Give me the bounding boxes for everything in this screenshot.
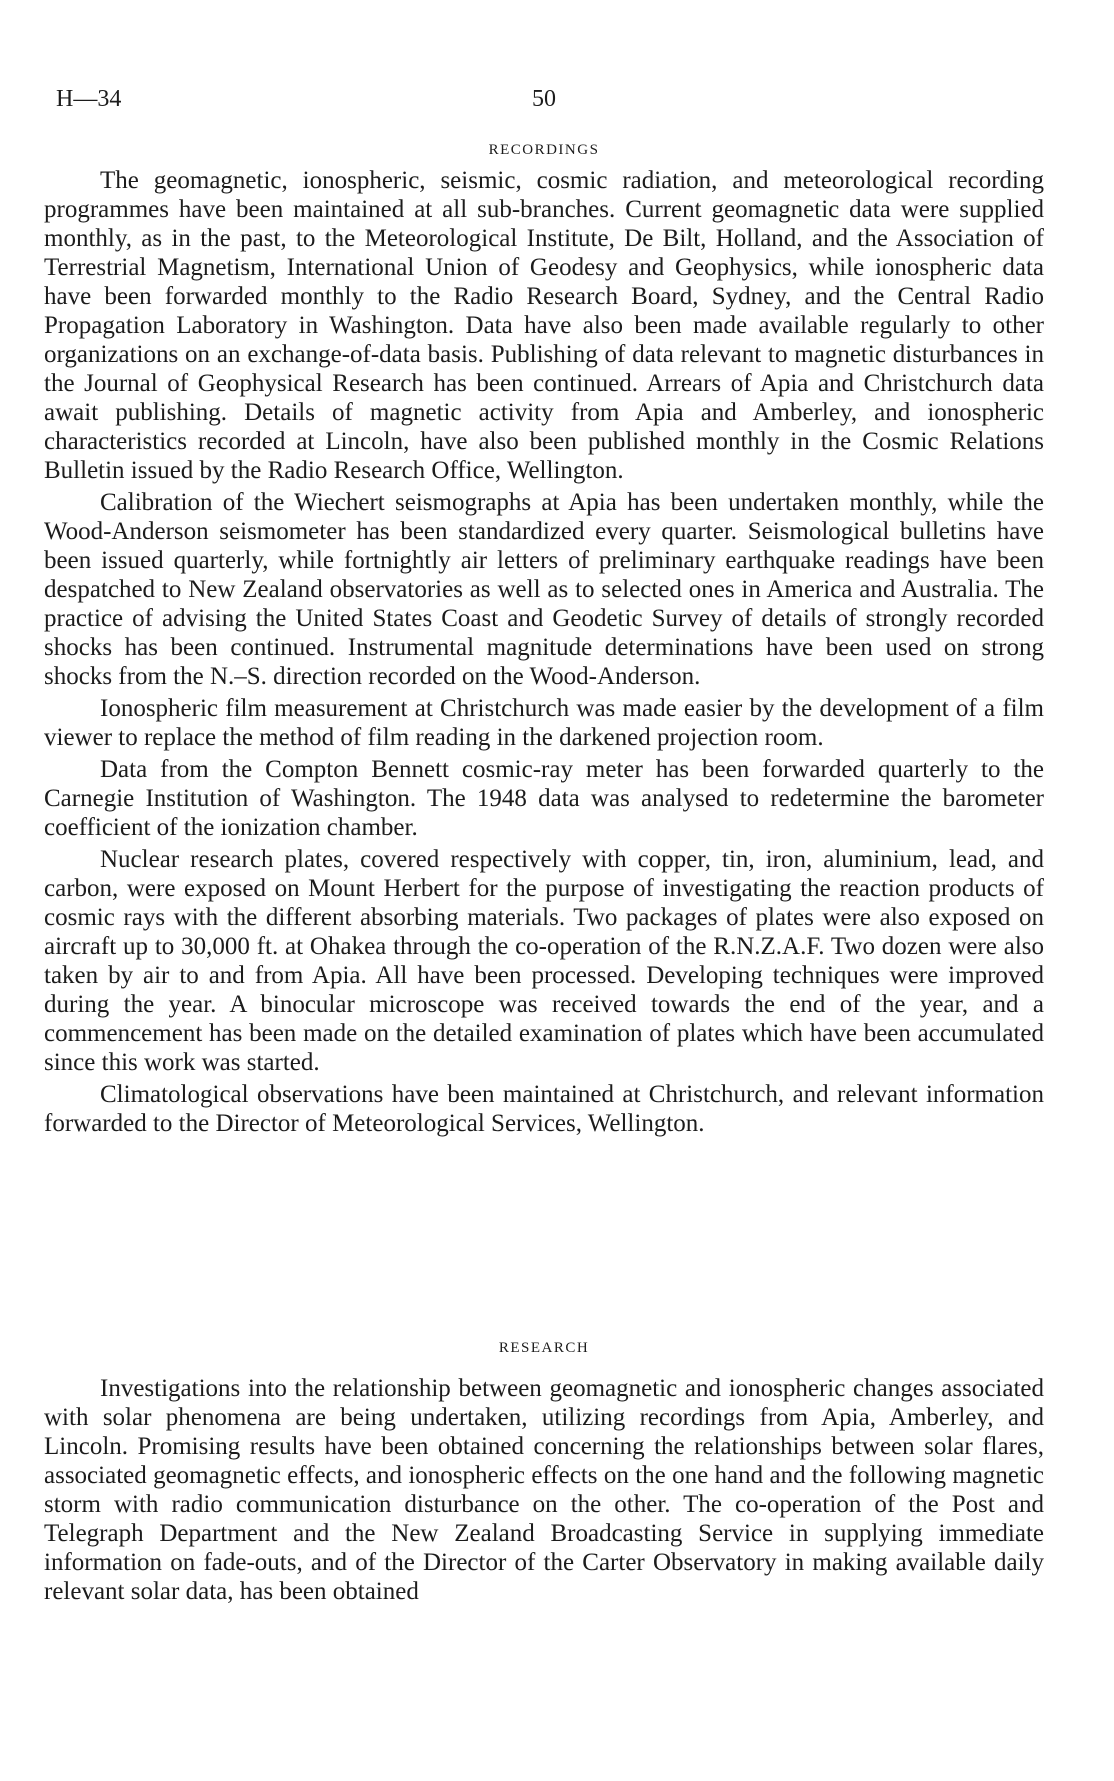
recordings-section xyxy=(44,166,1044,1138)
document-reference: H—34 xyxy=(56,86,122,112)
recordings-paragraph-6: Climatological observations have been maintained at Christchurch, and relevant information forwarded to the Director of Meteorological Services, Wellington. xyxy=(44,1081,1044,1137)
research-paragraph-1: Investigations into the relationship between geomagnetic and ionospheric changes associated with solar phenomena are being undertaken, utilizing recordings from Apia, Amberley, and Lincoln. Promising results have been obtained concerning the relationships between solar flares, associated geomagnetic effects, and ionospheric effects on the one hand and the following magnetic storm with radio communication disturbance on the other. The co-operation of the Post and Telegraph Department and the New Zealand Broadcasting Service in supplying immediate information on fade-outs, and of the Director of the Carter Observatory in making available daily relevant solar data, has been obtained xyxy=(44,1375,1044,1605)
recordings-heading: RECORDINGS xyxy=(488,142,600,158)
research-heading: RESEARCH xyxy=(498,1340,590,1356)
recordings-paragraph-2: Calibration of the Wiechert seismographs at Apia has been undertaken monthly, while the Wood-Anderson seismometer has been standardized every quarter. Seismological bulletins have been issued quarterly, while fortnightly air letters of preliminary earthquake readings have been despatched to New Zealand observatories as well as to selected ones in America and Australia. The practice of advising the United States Coast and Geodetic Survey of details of strongly recorded shocks has been continued. Instrumental magnitude determinations have been used on strong shocks from the N.–S. direction recorded on the Wood-Anderson. xyxy=(44,489,1044,690)
running-head xyxy=(56,86,1036,116)
recordings-paragraph-1: The geomagnetic, ionospheric, seismic, cosmic radiation, and meteorological recording programmes have been maintained at all sub-branches. Current geomagnetic data were supplied monthly, as in the past, to the Meteorological Institute, De Bilt, Holland, and the Association of Terrestrial Magnetism, International Union of Geodesy and Geophysics, while ionospheric data have been forwarded monthly to the Radio Research Board, Sydney, and the Central Radio Propagation Laboratory in Washington. Data have also been made available regularly to other organizations on an exchange-of-data basis. Publishing of data relevant to magnetic disturbances in the Journal of Geophysical Research has been continued. Arrears of Apia and Christchurch data await publishing. Details of magnetic activity from Apia and Amberley, and ionospheric characteristics recorded at Lincoln, have also been published monthly in the Cosmic Relations Bulletin issued by the Radio Research Office, Wellington. xyxy=(44,167,1044,484)
recordings-paragraph-3: Ionospheric film measurement at Christchurch was made easier by the development of a film viewer to replace the method of film reading in the darkened projection room. xyxy=(44,695,1044,751)
recordings-paragraph-4: Data from the Compton Bennett cosmic-ray meter has been forwarded quarterly to the Carnegie Institution of Washington. The 1948 data was analysed to redetermine the barometer coefficient of the ionization chamber. xyxy=(44,756,1044,841)
research-section xyxy=(44,1374,1044,1606)
page-number: 50 xyxy=(532,86,556,112)
recordings-paragraph-5: Nuclear research plates, covered respectively with copper, tin, iron, aluminium, lead, and carbon, were exposed on Mount Herbert for the purpose of investigating the reaction products of cosmic rays with the different absorbing materials. Two packages of plates were also exposed on aircraft up to 30,000 ft. at Ohakea through the co-operation of the R.N.Z.A.F. Two dozen were also taken by air to and from Apia. All have been processed. Developing techniques were improved during the year. A binocular microscope was received towards the end of the year, and a commencement has been made on the detailed examination of plates which have been accumulated since this work was started. xyxy=(44,846,1044,1076)
